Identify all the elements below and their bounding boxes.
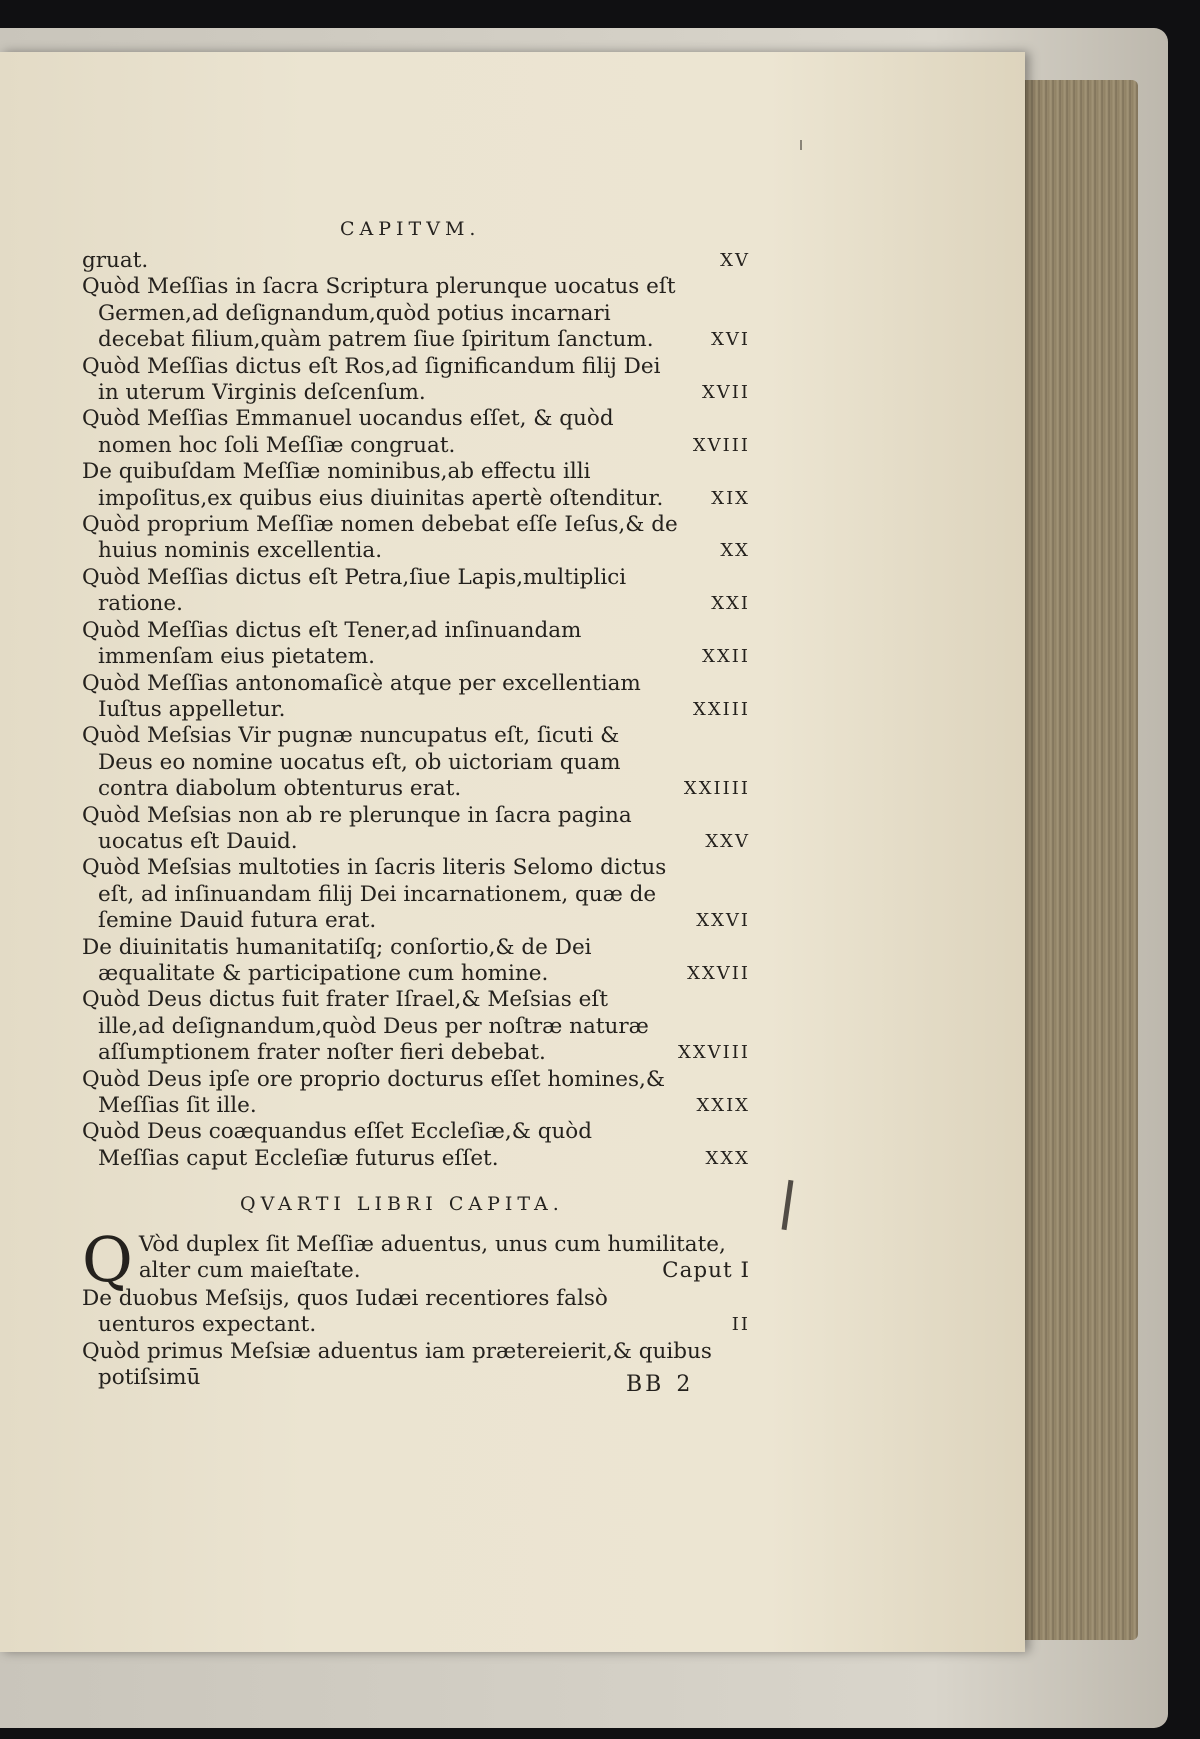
chapter-number: XXIIII [683,778,750,800]
chapter-number: XVI [711,329,750,351]
chapter-number: XXIX [696,1095,750,1116]
book-four-chapter-list [82,1223,750,1392]
list-item: Quòd primus Meſsiæ aduentus iam prætereierit,& quibus potiſsimū [82,1338,712,1391]
list-item: Quòd Meſſias antonomaſicè atque per excellentiam Iuſtus appelletur. XXIII [82,670,750,722]
list-item: Quòd Deus dictus fuit frater Iſrael,& Meſsias eſt ille,ad deſignandum,quòd Deus per noſtræ naturæ aſſumptionem frater noſter fieri debebat. XXVIII [82,987,750,1066]
list-item: Quòd Meſſias in ſacra Scriptura plerunque uocatus eſt Germen,ad deſignandum,quòd potius incarnari decebat filium,quàm patrem ſiue ſpiritum ſanctum. XVI [82,274,750,353]
list-item: Quòd proprium Meſſiæ nomen debebat eſſe Ieſus,& de huius nominis excellentia. XX [82,512,750,564]
running-head: CAPITVM. [340,218,481,240]
chapter-number: XV [720,250,750,271]
chapter-number: XX [720,540,750,562]
list-item: De duobus Meſsijs, quos Iudæi recentiores falsò uenturos expectant. II [82,1286,750,1338]
list-item: De diuinitatis humanitatiſq; conſortio,& de Dei æqualitate & participatione cum homine. XXVII [82,934,750,986]
list-item: gruat. XV [82,248,750,273]
signature-mark: BB 2 [626,1372,694,1397]
chapter-number: XXX [705,1147,750,1169]
list-item: Quòd Meſſias dictus eſt Tener,ad inſinuandam immenſam eius pietatem. XXII [82,617,750,670]
chapter-number: XIX [711,487,750,509]
list-item: Quòd Meſsias non ab re plerunque in ſacra pagina uocatus eſt Dauid. XXV [82,802,750,854]
section-heading: QVARTI LIBRI CAPITA. [240,1193,564,1215]
chapter-number: XXVIII [678,1042,750,1064]
chapter-number: XXVII [687,962,750,984]
chapter-number: XXI [711,593,750,615]
list-item: Quòd Meſſias Emmanuel uocandus eſſet, & quòd nomen hoc ſoli Meſſiæ congruat. XVIII [82,406,750,458]
list-item: Quòd Deus ipſe ore proprio docturus eſſet homines,& Meſſias ſit ille. XXIX [82,1066,750,1118]
chapter-number: XXV [705,830,750,852]
chapter-title: Vòd duplex ſit Meſſiæ aduentus, unus cum humilitate, alter cum maieſtate. [138,1232,726,1284]
chapter-list [82,248,750,1172]
chapter-number: XVIII [692,434,750,456]
list-item: Quòd Deus coæquandus eſſet Eccleſiæ,& quòd Meſſias caput Eccleſiæ futurus eſſet. XXX [82,1119,750,1171]
list-item: De quibuſdam Meſſiæ nominibus,ab effectu illi impoſitus,ex quibus eius diuinitas apertè oſtenditur. XIX [82,459,750,511]
list-item: Quòd Meſsias multoties in ſacris literis Selomo dictus eſt, ad inſinuandam filij Dei incarnationem, quæ de ſemine Dauid futura erat. XXVI [82,855,750,934]
list-item: Quòd Meſſias dictus eſt Ros,ad ſignificandum filij Dei in uterum Virginis deſcenſum. XVII [82,353,750,406]
chapter-number: Caput I [662,1258,750,1284]
speck-mark [800,140,802,150]
chapter-number: XXII [702,646,750,668]
list-item: Quòd Meſsias Vir pugnæ nuncupatus eſt, ſicuti & Deus eo nomine uocatus eſt, ob uictoriam quam contra diabolum obtenturus erat. XXIIII [82,723,750,802]
page-edges [1020,80,1138,1640]
list-item: Quòd Meſſias dictus eſt Petra,ſiue Lapis,multiplici ratione. XXI [82,564,750,617]
chapter-number: XXIII [693,698,750,720]
list-item [82,1223,750,1296]
chapter-number: XXVI [696,910,750,932]
chapter-number: II [731,1314,750,1336]
chapter-number: XVII [701,382,750,404]
drop-cap: Q [82,1223,133,1296]
